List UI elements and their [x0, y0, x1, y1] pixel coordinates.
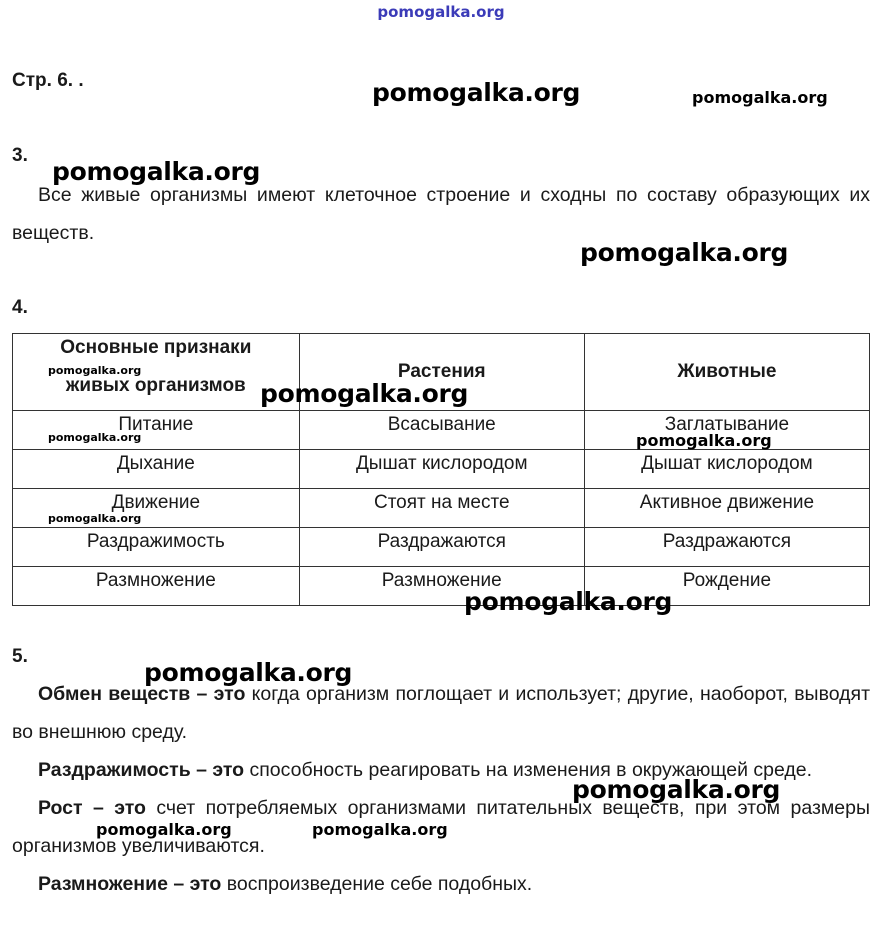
table-cell: Дышат кислородом: [584, 450, 869, 489]
watermark: pomogalka.org: [144, 658, 353, 687]
table-row: [13, 450, 870, 489]
watermark: pomogalka.org: [48, 431, 142, 444]
table-cell: Питание: [13, 411, 300, 450]
watermark: pomogalka.org: [312, 820, 448, 839]
header-plants: Растения: [299, 334, 584, 411]
header-animals: Животные: [584, 334, 869, 411]
table-cell: Заглатывание: [584, 411, 869, 450]
table-cell: Активное движение: [584, 489, 869, 528]
watermark: pomogalka.org: [464, 587, 673, 616]
table-cell: Рождение: [584, 567, 869, 606]
watermark: pomogalka.org: [96, 820, 232, 839]
watermark: pomogalka.org: [48, 364, 142, 377]
question-3-text: Все живые организмы имеют клеточное строение и сходны по составу образующих их веществ.: [12, 184, 870, 244]
table-cell: Размножение: [299, 567, 584, 606]
question-4-number: 4.: [12, 297, 28, 318]
watermark: pomogalka.org: [260, 379, 469, 408]
watermark: pomogalka.org: [572, 775, 781, 804]
definition-term: Раздражимость – это: [38, 759, 245, 781]
table-cell: Дышат кислородом: [299, 450, 584, 489]
top-watermark: pomogalka.org: [377, 3, 505, 21]
table-cell: Размножение: [13, 567, 300, 606]
table-cell: Раздражаются: [299, 528, 584, 567]
watermark: pomogalka.org: [372, 78, 581, 107]
page-label: Стр. 6. .: [12, 70, 84, 91]
table-cell: Стоят на месте: [299, 489, 584, 528]
table-cell: Раздражаются: [584, 528, 869, 567]
question-5-number: 5.: [12, 646, 28, 667]
definition-item: [12, 675, 870, 751]
watermark: pomogalka.org: [48, 512, 142, 525]
table-cell: Раздражимость: [13, 528, 300, 567]
definition-term: Обмен веществ – это: [38, 683, 246, 705]
header-features: Основные признаки живых организмов: [13, 334, 300, 411]
definition-text: способность реагировать на изменения в окружающей среде.: [244, 759, 813, 781]
question-3-number: 3.: [12, 145, 28, 166]
definition-text: счет потребляемых организмами питательных веществ, при этом размеры организмов увеличиваются.: [12, 797, 871, 857]
definition-item: [12, 865, 870, 903]
watermark: pomogalka.org: [692, 88, 828, 107]
table-cell: Всасывание: [299, 411, 584, 450]
table-cell: Движение: [13, 489, 300, 528]
definition-text: когда организм поглощает и использует; другие, наоборот, выводят во внешнюю среду.: [12, 683, 870, 743]
definition-term: Размножение – это: [38, 873, 222, 895]
watermark: pomogalka.org: [636, 431, 772, 450]
table-row: [13, 528, 870, 567]
definition-term: Рост – это: [38, 797, 146, 819]
table-cell: Дыхание: [13, 450, 300, 489]
watermark: pomogalka.org: [52, 157, 261, 186]
definition-text: воспроизведение себе подобных.: [221, 873, 533, 895]
watermark: pomogalka.org: [580, 238, 789, 267]
table-row: [13, 567, 870, 606]
